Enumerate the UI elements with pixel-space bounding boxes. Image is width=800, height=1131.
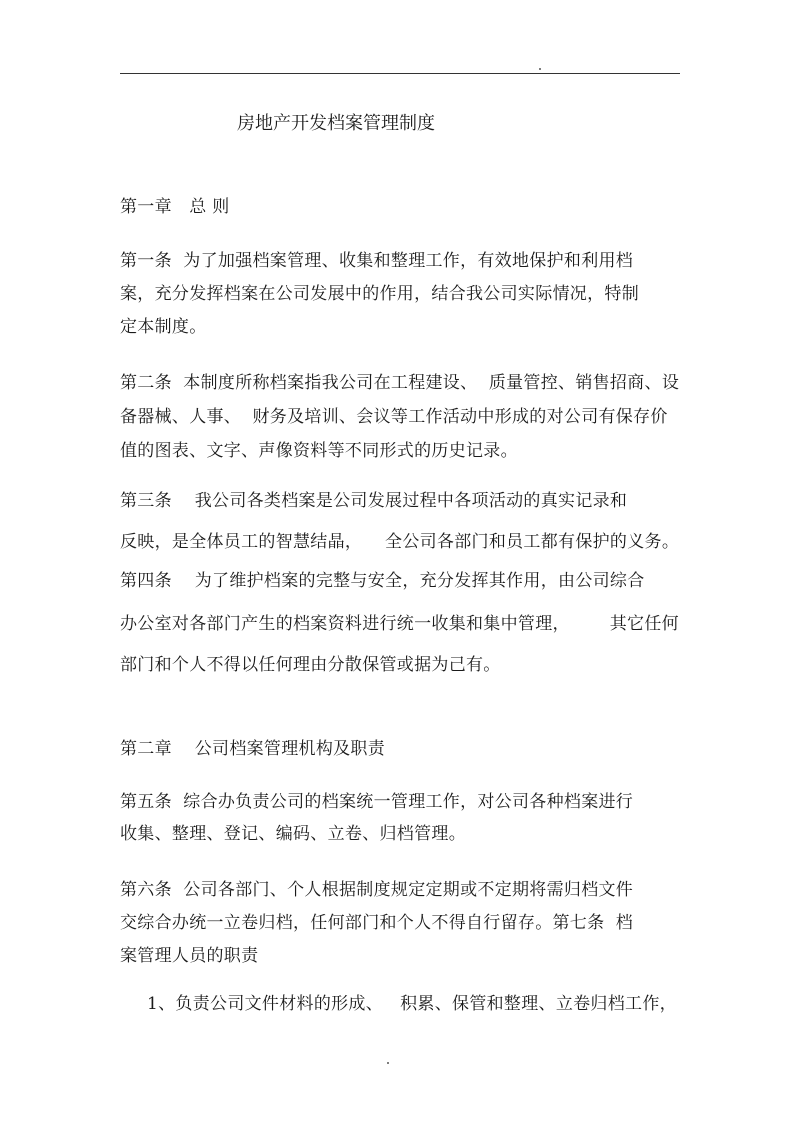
page-mark-top: [539, 68, 541, 70]
article-2-line-3: 值的图表、文字、声像资料等不同形式的历史记录。: [120, 441, 518, 461]
chapter-2-heading: 第二章 公司档案管理机构及职责: [120, 739, 386, 759]
article-4-line-2: 办公室对各部门产生的档案资料进行统一收集和集中管理， 其它任何: [120, 614, 679, 634]
chapter-1-heading: 第一章 总 则: [120, 197, 230, 217]
article-6-line-3: 案管理人员的职责: [120, 946, 259, 966]
article-4-line-1: 第四条 为了维护档案的完整与安全，充分发挥其作用，由公司综合: [120, 571, 645, 591]
article-6-line-1: 第六条 公司各部门、个人根据制度规定定期或不定期将需归档文件: [120, 880, 634, 900]
article-6-line-2: 交综合办统一立卷归档，任何部门和个人不得自行留存。第七条 档: [120, 913, 634, 933]
article-1-line-1: 第一条 为了加强档案管理、收集和整理工作，有效地保护和利用档: [120, 251, 634, 271]
header-rule: [120, 73, 680, 74]
article-1-line-2: 案，充分发挥档案在公司发展中的作用，结合我公司实际情况，特制: [120, 284, 639, 304]
article-5-line-2: 收集、整理、登记、编码、立卷、归档管理。: [120, 824, 466, 844]
article-1-line-3: 定本制度。: [120, 317, 207, 337]
document-title: 房地产开发档案管理制度: [237, 113, 435, 134]
article-7-item-1: 1、负责公司文件材料的形成、 积累、保管和整理、立卷归档工作，: [147, 994, 677, 1014]
article-2-line-2: 备器械、人事、 财务及培训、会议等工作活动中形成的对公司有保存价: [120, 407, 668, 427]
article-3-line-2: 反映，是全体员工的智慧结晶， 全公司各部门和员工都有保护的义务。: [120, 532, 680, 552]
article-3-line-1: 第三条 我公司各类档案是公司发展过程中各项活动的真实记录和: [120, 491, 628, 511]
article-2-line-1: 第二条 本制度所称档案指我公司在工程建设、 质量管控、销售招商、设: [120, 373, 680, 393]
article-4-line-3: 部门和个人不得以任何理由分散保管或据为己有。: [120, 655, 501, 675]
page-mark-bottom: [387, 1062, 389, 1064]
article-5-line-1: 第五条 综合办负责公司的档案统一管理工作，对公司各种档案进行: [120, 792, 634, 812]
